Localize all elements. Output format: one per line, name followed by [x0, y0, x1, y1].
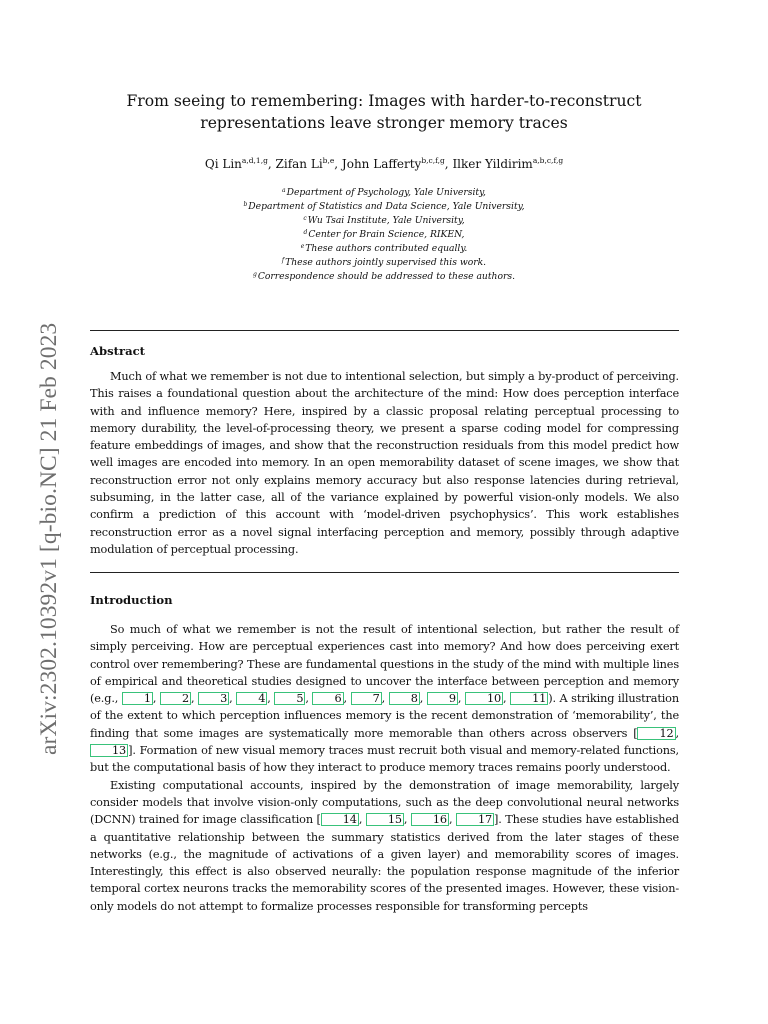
citation-link[interactable]: 14	[321, 813, 359, 826]
affiliation: $^d$Center for Brain Science, RIKEN,	[303, 229, 465, 240]
citation-link[interactable]: 7	[351, 692, 382, 705]
author: Ilker Yildirim$^{a,b,c,f,g}$	[452, 156, 564, 171]
citation-link[interactable]: 10	[465, 692, 503, 705]
citation-link[interactable]: 11	[510, 692, 548, 705]
introduction-body	[90, 621, 679, 915]
citation-link[interactable]: 1	[122, 692, 153, 705]
author-list	[90, 156, 678, 172]
affiliation: $^b$Department of Statistics and Data Science, Yale University,	[243, 201, 525, 212]
author: Qi Lin$^{a,d,1,g}$,	[204, 156, 276, 171]
author: Zifan Li$^{b,e}$,	[275, 156, 342, 171]
citation-link[interactable]: 6	[312, 692, 343, 705]
citation-link[interactable]: 16	[411, 813, 449, 826]
citation-link[interactable]: 17	[456, 813, 494, 826]
affiliation-list	[90, 186, 678, 284]
citation-link[interactable]: 15	[366, 813, 404, 826]
abstract-top-rule	[90, 330, 679, 331]
affiliation: $^e$These authors contributed equally.	[300, 243, 468, 254]
abstract-heading: Abstract	[90, 344, 146, 358]
affiliation: $^g$Correspondence should be addressed to these authors.	[252, 271, 516, 282]
introduction-paragraph-2: Existing computational accounts, inspired by the demonstration of image memorability, largely consider models that involve vision-only computations, such as the deep convolutional neural networks (DCNN) trained for image classification [ 14 , 15 , 16 , 17 ]. These studies have established a quantitative relationship between the summary statistics derived from the later stages of these networks (e.g., the magnitude of activations of a given layer) and memorability scores of images. Interestingly, this effect is also observed neurally: the population response magnitude of the inferior temporal cortex neurons tracks the memorability scores of the presented images. However, these vision-only models do not attempt to formalize processes responsible for transforming percepts	[90, 778, 680, 913]
abstract-paragraph: Much of what we remember is not due to intentional selection, but simply a by-product of perceiving. This raises a foundational question about the architecture of the mind: How does perception interface with and influence memory? Here, inspired by a classic proposal relating perceptual processing to memory durability, the level-of-processing theory, we present a sparse coding model for compressing feature embeddings of images, and show that the reconstruction residuals from this model predict how well images are encoded into memory. In an open memorability dataset of scene images, we show that reconstruction error not only explains memory accuracy but also response latencies during retrieval, subsuming, in the latter case, all of the variance explained by powerful vision-only models. We also confirm a prediction of this account with ‘model-driven psychophysics’. This work establishes reconstruction error as a novel signal interfacing perception and memory, possibly through adaptive modulation of perceptual processing.	[90, 370, 679, 556]
author: John Lafferty$^{b,c,f,g}$,	[341, 156, 453, 171]
paper-title	[90, 90, 678, 134]
affiliation: $^a$Department of Psychology, Yale University,	[282, 187, 486, 198]
citation-link[interactable]: 5	[274, 692, 305, 705]
citation-group: 1 , 2 , 3 , 4 , 5 , 6 , 7 , 8 , 9 , 10 , 11	[122, 692, 548, 705]
citation-link[interactable]: 2	[160, 692, 191, 705]
citation-link[interactable]: 4	[236, 692, 267, 705]
title-line-1: From seeing to remembering: Images with harder-to-reconstruct	[126, 92, 642, 110]
citation-link[interactable]: 13	[90, 744, 128, 757]
abstract-bottom-rule	[90, 572, 679, 573]
citation-link[interactable]: 12	[637, 727, 675, 740]
title-line-2: representations leave stronger memory traces	[200, 114, 568, 132]
citation-link[interactable]: 3	[198, 692, 229, 705]
affiliation: $^c$Wu Tsai Institute, Yale University,	[303, 215, 465, 226]
citation-link[interactable]: 8	[389, 692, 420, 705]
affiliation: $^f$These authors jointly supervised this work.	[281, 257, 487, 268]
arxiv-identifier-stamp: arXiv:2302.10392v1 [q-bio.NC] 21 Feb 2023	[36, 322, 62, 755]
introduction-paragraph-1: So much of what we remember is not the result of intentional selection, but rather the result of simply perceiving. How are perceptual experiences cast into memory? And how does perceiving exert control over remembering? These are fundamental questions in the study of the mind with multiple lines of empirical and theoretical studies designed to uncover the interface between perception and memory (e.g., 1 , 2 , 3 , 4 , 5 , 6 , 7 , 8 , 9 , 10 , 11 ). A striking illustration of the extent to which perception influences memory is the recent demonstration of ‘memorability’, the finding that some images are systematically more memorable than others across observers [ 12 , 13 ]. Formation of new visual memory traces must recruit both visual and memory-related functions, but the computational basis of how they interact to produce memory traces remains poorly understood.	[90, 623, 679, 775]
citation-link[interactable]: 9	[427, 692, 458, 705]
introduction-heading: Introduction	[90, 593, 173, 607]
abstract-body	[90, 368, 679, 558]
